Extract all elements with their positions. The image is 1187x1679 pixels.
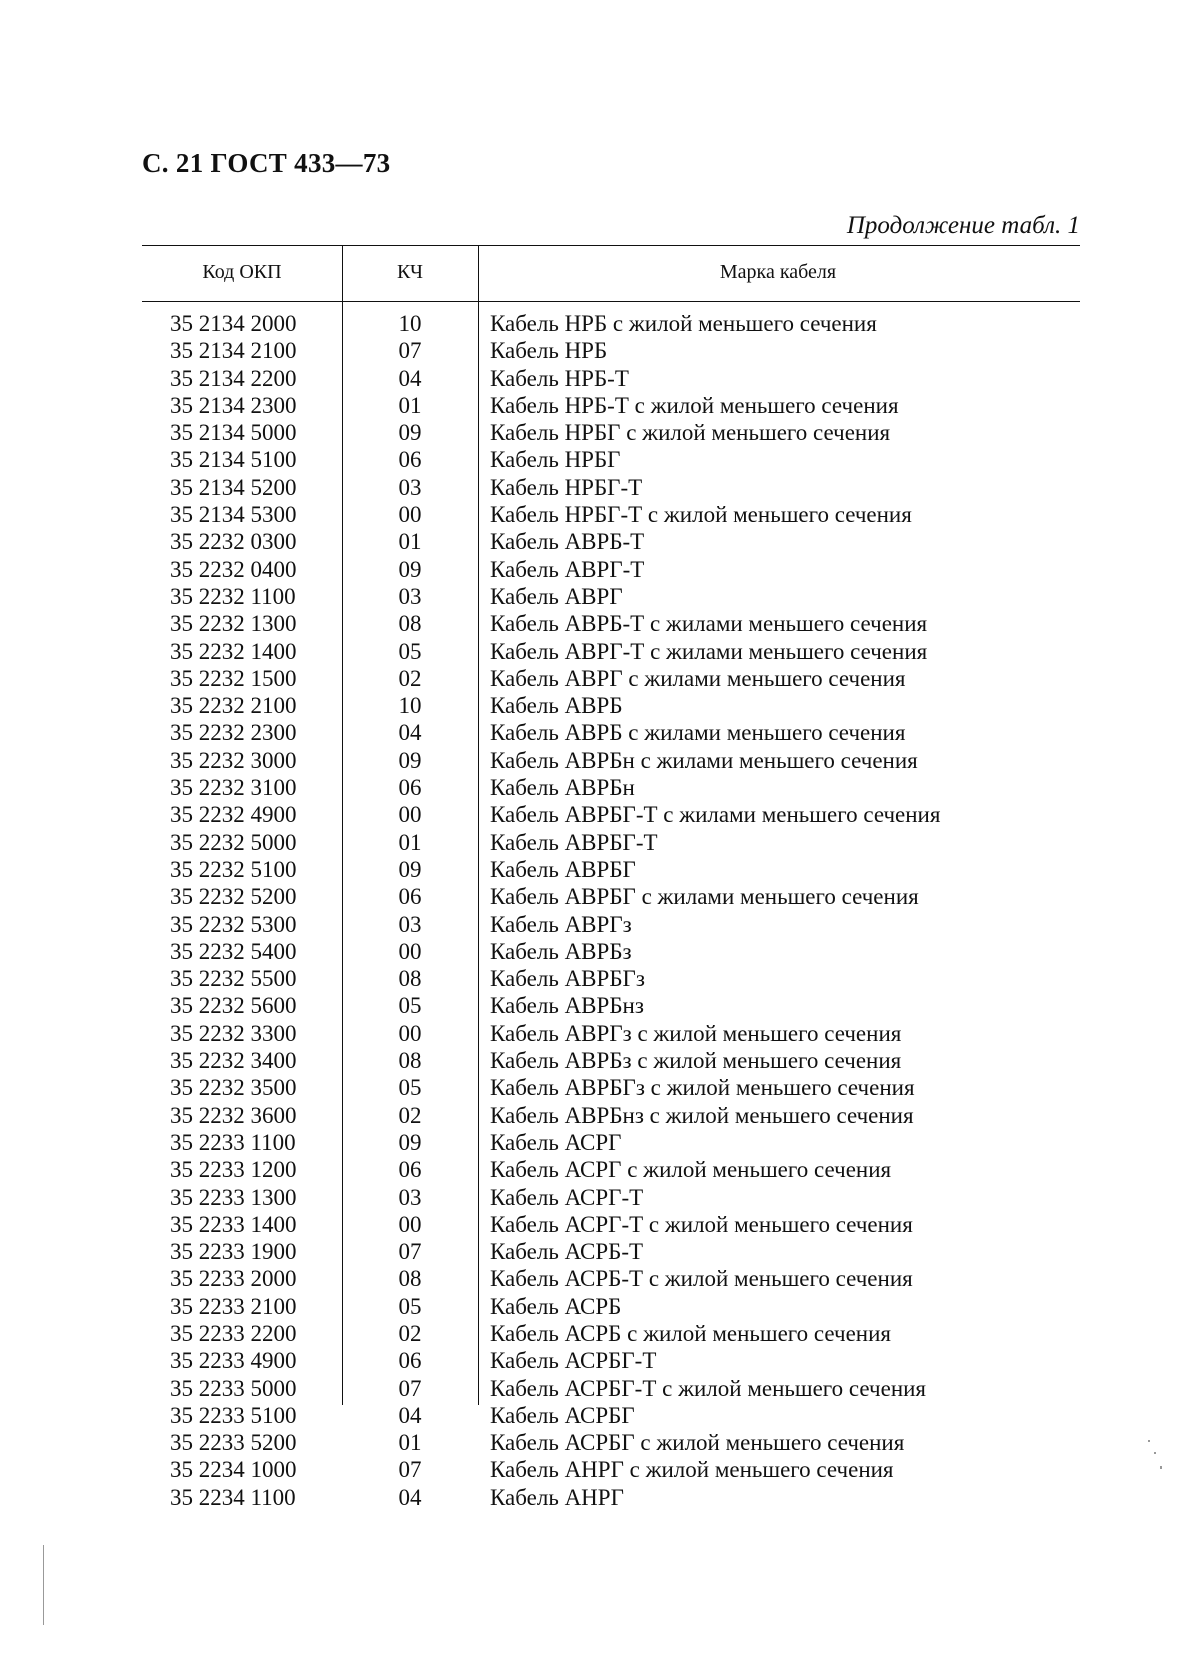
table-row <box>142 1375 1080 1402</box>
table-row <box>142 501 1080 528</box>
scan-mark <box>1160 1466 1162 1469</box>
table-row <box>142 1402 1080 1429</box>
table-row <box>142 638 1080 665</box>
table-row <box>142 419 1080 446</box>
table-row <box>142 856 1080 883</box>
table-row <box>142 1265 1080 1292</box>
cell-kch: 09 <box>398 556 422 582</box>
cell-code: 35 2233 1100 <box>170 1129 296 1155</box>
cell-kch: 02 <box>398 665 422 691</box>
table-row <box>142 1320 1080 1347</box>
cell-kch: 03 <box>398 474 422 500</box>
cell-code: 35 2233 4900 <box>170 1348 297 1374</box>
cell-mark: Кабель АСРБГ-Т <box>490 1348 657 1374</box>
cell-kch: 08 <box>398 966 422 992</box>
cell-mark: Кабель АНРГ <box>490 1484 624 1510</box>
cell-kch: 02 <box>398 1102 422 1128</box>
cell-mark: Кабель АВРБГз с жилой меньшего сечения <box>490 1075 915 1101</box>
cell-mark: Кабель АСРГ-Т с жилой меньшего сечения <box>490 1211 913 1237</box>
column-header-mark: Марка кабеля <box>719 261 837 283</box>
cell-mark: Кабель АСРГ <box>490 1129 622 1155</box>
table-row <box>142 474 1080 501</box>
table-row <box>142 883 1080 910</box>
cell-mark: Кабель АВРГ-Т с жилами меньшего сечения <box>490 638 928 664</box>
cell-mark: Кабель АСРБ-Т с жилой меньшего сечения <box>490 1266 913 1292</box>
table-row <box>142 692 1080 719</box>
cell-code: 35 2233 5100 <box>170 1402 297 1428</box>
cell-code: 35 2233 5000 <box>170 1375 297 1401</box>
cell-kch: 07 <box>398 338 422 364</box>
cell-code: 35 2232 4900 <box>170 802 297 828</box>
cell-mark: Кабель АСРБ <box>490 1293 622 1319</box>
cell-mark: Кабель АВРГз <box>490 911 632 937</box>
cell-kch: 06 <box>398 447 422 473</box>
table-row <box>142 829 1080 856</box>
cell-kch: 06 <box>398 775 422 801</box>
cell-code: 35 2232 5300 <box>170 911 297 937</box>
cell-code: 35 2134 5000 <box>170 420 297 446</box>
cell-kch: 03 <box>398 583 422 609</box>
cell-mark: Кабель АВРБ-Т <box>490 529 645 555</box>
cell-code: 35 2232 3300 <box>170 1020 297 1046</box>
cell-code: 35 2232 5200 <box>170 884 297 910</box>
cell-code: 35 2234 1100 <box>170 1484 296 1510</box>
table-row <box>142 1456 1080 1483</box>
table-continuation-label: Продолжение табл. 1 <box>846 212 1080 239</box>
cell-code: 35 2134 5300 <box>170 502 297 528</box>
table-row <box>142 1347 1080 1374</box>
table-row <box>142 1156 1080 1183</box>
cell-kch: 08 <box>398 611 422 637</box>
cell-code: 35 2134 5200 <box>170 474 297 500</box>
cell-kch: 06 <box>398 884 422 910</box>
table-row <box>142 1074 1080 1101</box>
cell-mark: Кабель АВРБн <box>490 775 635 801</box>
cell-kch: 10 <box>398 693 422 719</box>
cell-code: 35 2134 2300 <box>170 392 297 418</box>
cell-kch: 09 <box>398 1129 422 1155</box>
cell-kch: 07 <box>398 1239 422 1265</box>
cell-mark: Кабель НРБ <box>490 338 608 364</box>
cell-mark: Кабель АСРБГ с жилой меньшего сечения <box>490 1430 905 1456</box>
table-row <box>142 1484 1080 1511</box>
cell-code: 35 2232 3000 <box>170 747 297 773</box>
cell-mark: Кабель АСРБГ <box>490 1402 635 1428</box>
table-row <box>142 392 1080 419</box>
cell-code: 35 2232 5500 <box>170 966 297 992</box>
cell-code: 35 2233 1900 <box>170 1239 297 1265</box>
cell-code: 35 2134 2000 <box>170 311 297 336</box>
table-row <box>142 446 1080 473</box>
cell-code: 35 2234 1000 <box>170 1457 297 1483</box>
table-row <box>142 1184 1080 1211</box>
cell-code: 35 2134 2100 <box>170 338 297 364</box>
cell-kch: 05 <box>398 993 422 1019</box>
cell-kch: 07 <box>398 1457 422 1483</box>
cell-code: 35 2134 2200 <box>170 365 297 391</box>
table-row <box>142 992 1080 1019</box>
cell-mark: Кабель НРБГ-Т <box>490 474 643 500</box>
cell-code: 35 2232 1100 <box>170 583 296 609</box>
table-row <box>142 310 1080 337</box>
table-row <box>142 911 1080 938</box>
cell-kch: 04 <box>398 720 422 746</box>
cell-mark: Кабель АВРГз с жилой меньшего сечения <box>490 1020 902 1046</box>
table-row <box>142 1102 1080 1129</box>
cell-kch: 04 <box>398 1402 422 1428</box>
cell-kch: 05 <box>398 638 422 664</box>
cell-mark: Кабель АВРБГ с жилами меньшего сечения <box>490 884 919 910</box>
cell-kch: 06 <box>398 1348 422 1374</box>
table-row <box>142 965 1080 992</box>
cell-mark: Кабель АСРБГ-Т с жилой меньшего сечения <box>490 1375 927 1401</box>
cell-code: 35 2232 2300 <box>170 720 297 746</box>
table-row <box>142 1047 1080 1074</box>
cell-code: 35 2233 2100 <box>170 1293 297 1319</box>
cell-mark: Кабель НРБ-Т с жилой меньшего сечения <box>490 392 899 418</box>
cell-code: 35 2232 0400 <box>170 556 297 582</box>
cell-mark: Кабель НРБГ <box>490 447 621 473</box>
cell-code: 35 2232 1300 <box>170 611 297 637</box>
cell-mark: Кабель АВРБнз <box>490 993 644 1019</box>
scan-mark <box>1148 1440 1150 1442</box>
table-row <box>142 1293 1080 1320</box>
table-row <box>142 365 1080 392</box>
cell-kch: 08 <box>398 1266 422 1292</box>
cell-code: 35 2233 2200 <box>170 1320 297 1346</box>
cell-code: 35 2232 1400 <box>170 638 297 664</box>
cell-mark: Кабель АВРБз <box>490 938 632 964</box>
table-row <box>142 610 1080 637</box>
page-title: С. 21 ГОСТ 433—73 <box>142 148 391 178</box>
table-row <box>142 1429 1080 1456</box>
table-row <box>142 1238 1080 1265</box>
table-header <box>142 245 1080 302</box>
table-row <box>142 1020 1080 1047</box>
cell-mark: Кабель АВРБГ-Т с жилами меньшего сечения <box>490 802 941 828</box>
cell-kch: 04 <box>398 1484 422 1510</box>
cell-kch: 08 <box>398 1048 422 1074</box>
cell-mark: Кабель АВРБ <box>490 693 623 719</box>
cable-table <box>142 245 1080 1511</box>
table-row <box>142 774 1080 801</box>
cell-kch: 05 <box>398 1293 422 1319</box>
cell-kch: 07 <box>398 1375 422 1401</box>
table-body <box>142 310 1080 1511</box>
cell-kch: 00 <box>398 1020 422 1046</box>
cell-code: 35 2232 1500 <box>170 665 297 691</box>
cell-code: 35 2233 2000 <box>170 1266 297 1292</box>
cell-code: 35 2232 5600 <box>170 993 297 1019</box>
cell-code: 35 2232 5000 <box>170 829 297 855</box>
cell-code: 35 2232 5400 <box>170 938 297 964</box>
cell-mark: Кабель АВРБ-Т с жилами меньшего сечения <box>490 611 928 637</box>
cell-code: 35 2233 5200 <box>170 1430 297 1456</box>
table-row <box>142 1129 1080 1156</box>
cell-code: 35 2232 3600 <box>170 1102 297 1128</box>
cell-mark: Кабель АСРБ с жилой меньшего сечения <box>490 1320 892 1346</box>
cell-code: 35 2233 1300 <box>170 1184 297 1210</box>
cell-kch: 03 <box>398 911 422 937</box>
cell-kch: 03 <box>398 1184 422 1210</box>
cell-code: 35 2134 5100 <box>170 447 297 473</box>
cell-mark: Кабель АВРГ с жилами меньшего сечения <box>490 665 906 691</box>
cell-kch: 09 <box>398 856 422 882</box>
cell-mark: Кабель НРБ-Т <box>490 365 629 391</box>
table-row <box>142 719 1080 746</box>
cell-mark: Кабель АСРБ-Т <box>490 1239 644 1265</box>
cell-mark: Кабель АВРБнз с жилой меньшего сечения <box>490 1102 914 1128</box>
cell-kch: 00 <box>398 1211 422 1237</box>
cell-kch: 09 <box>398 747 422 773</box>
table-row <box>142 747 1080 774</box>
column-header-kch: КЧ <box>396 261 424 283</box>
cell-mark: Кабель НРБГ с жилой меньшего сечения <box>490 420 891 446</box>
cell-mark: Кабель АВРГ-Т <box>490 556 645 582</box>
scan-mark <box>1154 1452 1156 1454</box>
cell-code: 35 2232 3100 <box>170 775 297 801</box>
cell-mark: Кабель АВРБ с жилами меньшего сечения <box>490 720 906 746</box>
cell-mark: Кабель НРБ с жилой меньшего сечения <box>490 311 877 336</box>
cell-kch: 04 <box>398 365 422 391</box>
cell-mark: Кабель АВРБз с жилой меньшего сечения <box>490 1048 902 1074</box>
cell-kch: 09 <box>398 420 422 446</box>
cell-kch: 00 <box>398 938 422 964</box>
cell-mark: Кабель АВРБГ <box>490 856 636 882</box>
cell-kch: 10 <box>398 311 422 336</box>
table-row <box>142 1211 1080 1238</box>
cell-code: 35 2233 1200 <box>170 1157 297 1183</box>
cell-kch: 00 <box>398 802 422 828</box>
cell-mark: Кабель АСРГ-Т <box>490 1184 644 1210</box>
cell-code: 35 2233 1400 <box>170 1211 297 1237</box>
cell-mark: Кабель АВРБГз <box>490 966 645 992</box>
table-row <box>142 583 1080 610</box>
cell-kch: 02 <box>398 1320 422 1346</box>
table-row <box>142 801 1080 828</box>
cell-kch: 01 <box>398 529 422 555</box>
cell-kch: 01 <box>398 1430 422 1456</box>
scan-mark <box>43 1545 44 1625</box>
cell-mark: Кабель АСРГ с жилой меньшего сечения <box>490 1157 892 1183</box>
table-row <box>142 665 1080 692</box>
table-row <box>142 528 1080 555</box>
cell-kch: 05 <box>398 1075 422 1101</box>
cell-kch: 01 <box>398 392 422 418</box>
cell-mark: Кабель АВРБн с жилами меньшего сечения <box>490 747 918 773</box>
cell-mark: Кабель АВРБГ-Т <box>490 829 658 855</box>
cell-code: 35 2232 5100 <box>170 856 297 882</box>
table-row <box>142 556 1080 583</box>
cell-kch: 01 <box>398 829 422 855</box>
cell-code: 35 2232 2100 <box>170 693 297 719</box>
table-row <box>142 938 1080 965</box>
cell-code: 35 2232 3500 <box>170 1075 297 1101</box>
column-header-code: Код ОКП <box>202 261 282 283</box>
cell-kch: 00 <box>398 502 422 528</box>
cell-kch: 06 <box>398 1157 422 1183</box>
cell-mark: Кабель АВРГ <box>490 583 623 609</box>
cell-mark: Кабель АНРГ с жилой меньшего сечения <box>490 1457 894 1483</box>
cell-code: 35 2232 0300 <box>170 529 297 555</box>
table-row <box>142 337 1080 364</box>
cell-mark: Кабель НРБГ-Т с жилой меньшего сечения <box>490 502 912 528</box>
cell-code: 35 2232 3400 <box>170 1048 297 1074</box>
